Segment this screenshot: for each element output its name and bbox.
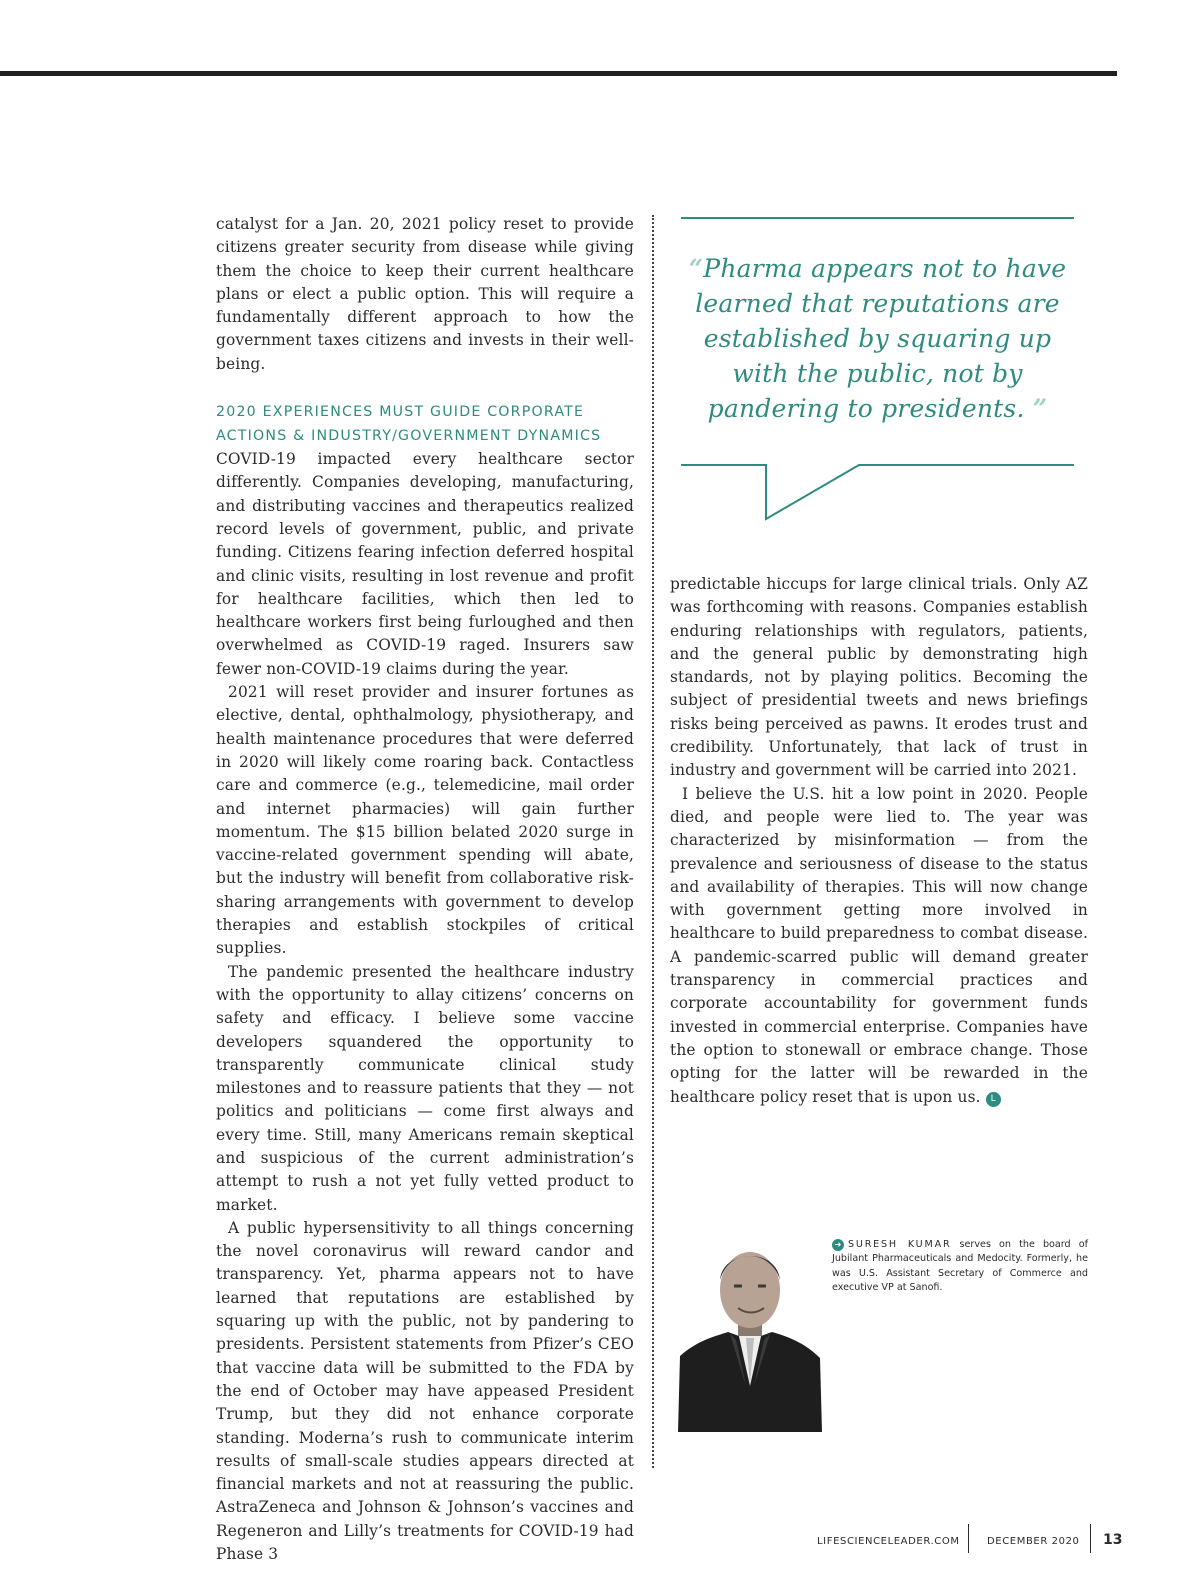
right-column (670, 573, 1088, 1109)
author-portrait (676, 1236, 824, 1432)
top-rule (0, 71, 1117, 76)
speech-callout-icon (681, 463, 1075, 523)
footer-date: DECEMBER 2020 (987, 1536, 1080, 1547)
pull-quote-text: Pharma appears not to have learned that reputations are established by squaring up with the public, not by pandering to presidents. (695, 254, 1067, 423)
subhead-line-1: 2020 EXPERIENCES MUST GUIDE CORPORATE (216, 404, 585, 421)
end-mark-icon: L (986, 1092, 1001, 1107)
paragraph: predictable hiccups for large clinical trials. Only AZ was forthcoming with reasons. Companies establish enduring relationships with regulators, patients, and the general public by demonstrating high standards, not by playing politics. Becoming the subject of presidential tweets and news briefings risks being perceived as pawns. It erodes trust and credibility. Unfortunately, that lack of trust in industry and government will be carried into 2021. (670, 575, 1088, 780)
left-column (216, 213, 634, 1566)
subhead-line-2: ACTIONS & INDUSTRY/GOVERNMENT DYNAMICS (216, 428, 602, 445)
footer-separator (1090, 1524, 1091, 1553)
paragraph: A public hypersensitivity to all things concerning the novel coronavirus will reward candor and transparency. Yet, pharma appears not to have learned that reputations are established by squaring up with the public, not by pandering to presidents. Persistent statements from Pfizer’s CEO that vaccine data will be submitted to the FDA by the end of October may have appeased President Trump, but they did not enhance corporate standing. Moderna’s rush to communicate interim results of small-scale studies appears directed at financial markets and not at reassuring the public. AstraZeneca and Johnson & Johnson’s vaccines and Regeneron and Lilly’s treatments for COVID-19 had Phase 3 (216, 1218, 634, 1564)
section-subhead (216, 400, 634, 448)
pull-quote (681, 251, 1074, 426)
paragraph-final (670, 783, 1088, 1109)
paragraph: COVID-19 impacted every healthcare sector differently. Companies developing, manufacturing, and distributing vaccines and therapeutics realized record levels of government, public, and private funding. Citizens fearing infection deferred hospital and clinic visits, resulting in lost revenue and profit for healthcare facilities, which then led to healthcare workers first being furloughed and then overwhelmed as COVID-19 raged. Insurers saw fewer non-COVID-19 claims during the year. (216, 450, 634, 678)
footer-site: LIFESCIENCELEADER.COM (817, 1536, 960, 1547)
open-quote-icon: “ (688, 254, 704, 283)
page-number: 13 (1103, 1532, 1123, 1548)
close-quote-icon: ” (1032, 394, 1048, 423)
pull-quote-top-rule (681, 217, 1074, 219)
paragraph: catalyst for a Jan. 20, 2021 policy reset to provide citizens greater security from disease while giving them the choice to keep their current healthcare plans or elect a public option. This will require a fundamentally different approach to how the government taxes citizens and invests in their well-being. (216, 215, 634, 373)
author-bio (832, 1238, 1088, 1296)
paragraph: The pandemic presented the healthcare industry with the opportunity to allay citizens’ concerns on safety and efficacy. I believe some vaccine developers squandered the opportunity to transparently communicate clinical study milestones and to reassure patients that they — not politics and politicians — come first always and every time. Still, many Americans remain skeptical and suspicious of the current administration’s attempt to rush a not yet fully vetted product to market. (216, 962, 634, 1214)
footer-separator (968, 1524, 969, 1553)
paragraph-text: I believe the U.S. hit a low point in 2020. People died, and people were lied to. The year was characterized by misinformation — from the prevalence and seriousness of disease to the status and availability of therapies. This will now change with government getting more involved in healthcare to build preparedness to combat disease. A pandemic-scarred public will demand greater transparency in commercial practices and corporate accountability for government funds invested in commercial enterprise. Companies have the option to stonewall or embrace change. Those opting for the latter will be rewarded in the healthcare policy reset that is upon us. (670, 784, 1088, 1106)
author-name: SURESH KUMAR (848, 1239, 952, 1250)
arrow-right-icon: ➜ (832, 1239, 844, 1251)
paragraph: 2021 will reset provider and insurer fortunes as elective, dental, ophthalmology, physiotherapy, and health maintenance procedures that were deferred in 2020 will likely come roaring back. Contactless care and commerce (e.g., telemedicine, mail order and internet pharmacies) will gain further momentum. The $15 billion belated 2020 surge in vaccine-related government spending will abate, but the industry will benefit from collaborative risk-sharing arrangements with government to develop therapies and establish stockpiles of critical supplies. (216, 683, 634, 958)
author-bio-text: serves on the board of Jubilant Pharmaceuticals and Medocity. Formerly, he was U.S. Assistant Secretary of Commerce and executive VP at Sanofi. (832, 1239, 1088, 1294)
column-divider (652, 215, 654, 1468)
